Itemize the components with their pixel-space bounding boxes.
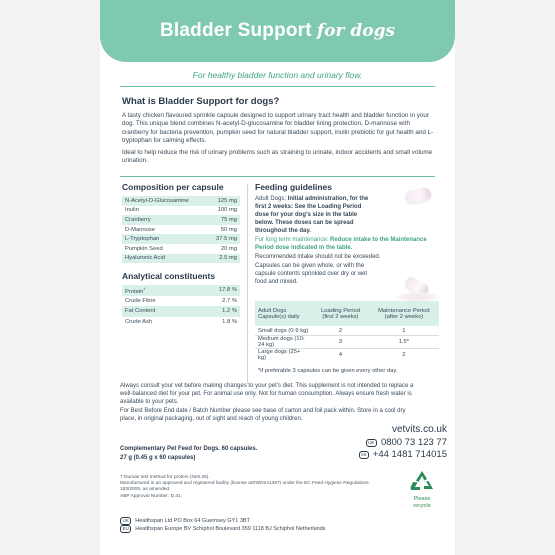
constituent-name: Fat Content bbox=[122, 306, 193, 317]
constituent-name: Protein† bbox=[122, 285, 193, 296]
ingredient-name: Pumpkin Seed bbox=[125, 245, 163, 252]
recycle-icon bbox=[409, 470, 435, 494]
int-phone[interactable]: +44 1481 714015 bbox=[372, 449, 447, 460]
product-label bbox=[100, 0, 455, 555]
footnote: ABP Approval Number: D.41. bbox=[120, 493, 183, 499]
ingredient-name: D-Mannose bbox=[125, 226, 155, 233]
tagline: For healthy bladder function and urinary flow. bbox=[192, 70, 363, 80]
footnote: † Dumas test method for protein (Nx6.25). bbox=[120, 475, 210, 480]
table-row bbox=[122, 206, 240, 216]
uk-address: Healthspan Ltd PO Box 64 Guernsey GY1 3BT bbox=[135, 518, 250, 524]
addresses bbox=[120, 517, 450, 533]
ingredient-name: Inulin bbox=[125, 207, 139, 214]
constituent-value: 1.2 % bbox=[193, 306, 240, 317]
ingredient-amount: 50 mg bbox=[220, 226, 237, 233]
table-row bbox=[122, 215, 240, 225]
uk-tag-icon: UK bbox=[120, 517, 131, 525]
uk-flag-icon: UK bbox=[366, 439, 377, 447]
analytical-table bbox=[122, 285, 240, 327]
table-row bbox=[122, 234, 240, 244]
maintenance-dose: 2 bbox=[402, 352, 406, 358]
table-row bbox=[255, 326, 439, 336]
ingredient-name: N-Acetyl-D-Glucosamine bbox=[122, 196, 207, 206]
consult-text bbox=[120, 382, 420, 423]
maintenance-dose: 1.5* bbox=[369, 336, 439, 349]
loading-dose: 4 bbox=[338, 352, 343, 358]
ingredient-amount: 2.5 mg bbox=[207, 254, 240, 264]
divider bbox=[120, 176, 435, 177]
description-section bbox=[122, 96, 437, 170]
nutrition-column bbox=[122, 182, 240, 327]
column-header: Maintenance Period (after 2 weeks) bbox=[369, 301, 439, 326]
table-row bbox=[122, 254, 240, 264]
feeding-maintenance: For long term maintenance: Reduce intake to the Maintenance Period dose indicated in the table. bbox=[255, 237, 427, 251]
ingredient-name: Hyaluronic Acid bbox=[122, 254, 207, 264]
recycle-label: Please recycle bbox=[413, 496, 431, 509]
ingredient-name: L-Tryptophan bbox=[122, 234, 207, 244]
feeding-usage: Capsules can be given whole, or with the capsule contents sprinkled over dry or wet food and mixed. bbox=[255, 263, 368, 285]
table-row bbox=[122, 306, 240, 317]
maintenance-dose: 1 bbox=[369, 326, 439, 336]
feeding-section bbox=[255, 182, 440, 287]
product-title: Bladder Support bbox=[159, 20, 312, 41]
ingredient-amount: 100 mg bbox=[217, 207, 237, 214]
ingredient-name: Cranberry bbox=[122, 215, 207, 225]
feeding-initial: Adult Dogs: Initial administration, for the first 2 weeks: See the Loading Period dose for your dog’s size in the table below. These doses can be spread throughout the day. bbox=[255, 196, 369, 234]
description-para-1: A tasty chicken flavoured sprinkle capsule designed to support urinary tract health and bladder function in your dog. This unique blend combines N-acetyl-D-glucosamine for bladder lining protection, D-mannose with cranberry for bacteria prevention, pumpkin seed for natural bladder support, inulin prebiotic for gut health and L-tryptophan for calming effects. bbox=[122, 112, 434, 144]
pack-weight: 27 g (0.45 g x 60 capsules) bbox=[120, 454, 196, 461]
table-row bbox=[122, 244, 240, 254]
uk-phone[interactable]: 0800 73 123 77 bbox=[380, 437, 447, 448]
dog-size: Medium dogs (10-24 kg) bbox=[255, 336, 312, 349]
consult-para-2: For Best Before End date / Batch Number please see base of carton and foil pack within. Store in a cool dry place, in original packaging, out of sight and reach of young children. bbox=[120, 407, 406, 422]
footnote: Manufactured in an approved and registered facility (license αIEWD241387) under the EC Feed Hygiene Regulations 183/2005, as amended. bbox=[120, 481, 369, 493]
ingredient-amount: 75 mg bbox=[207, 215, 240, 225]
product-subtitle: for dogs bbox=[316, 21, 396, 41]
table-row bbox=[122, 296, 240, 307]
dosage-note: *if preferable 3 capsules can be given every other day. bbox=[258, 368, 398, 374]
int-flag-icon: Int bbox=[359, 451, 369, 459]
uk-address-row bbox=[120, 517, 450, 525]
table-row bbox=[122, 285, 240, 296]
description-heading: What is Bladder Support for dogs? bbox=[122, 96, 280, 107]
loading-dose: 2 bbox=[312, 326, 369, 336]
constituent-value: 17.8 % bbox=[193, 285, 240, 296]
title-banner bbox=[100, 0, 455, 62]
table-row bbox=[122, 317, 240, 328]
ingredient-amount: 125 mg bbox=[207, 196, 240, 206]
constituent-name: Crude Ash bbox=[125, 318, 153, 325]
dosage-table bbox=[255, 301, 439, 361]
ingredient-amount: 37.5 mg bbox=[207, 234, 240, 244]
dog-size: Small dogs (0-9 kg) bbox=[255, 326, 312, 336]
footnotes bbox=[120, 475, 370, 500]
int-phone-row bbox=[337, 449, 447, 460]
consult-para-1: Always consult your vet before making changes to your pet’s diet. This supplement is not intended to replace a well-balanced diet for your pet. For animal use only. Not for human consumption. Always ensure fresh water is available to your pets. bbox=[120, 383, 414, 406]
pack-description: Complementary Pet Feed for Dogs. 60 capsules. bbox=[120, 446, 258, 452]
analytical-section bbox=[122, 271, 240, 327]
analytical-heading: Analytical constituents bbox=[122, 271, 216, 282]
loading-dose: 3 bbox=[312, 336, 369, 349]
eu-address: Healthspan Europe BV Schiphol Boulevard 359 1118 BJ Schiphol Netherlands bbox=[135, 526, 326, 533]
column-header: Loading Period (first 2 weeks) bbox=[312, 301, 369, 326]
pack-contents bbox=[120, 445, 320, 462]
recycle-badge bbox=[402, 470, 442, 510]
divider bbox=[120, 86, 435, 87]
ingredient-amount: 20 mg bbox=[220, 245, 237, 252]
background-right bbox=[455, 0, 555, 555]
feeding-limit: Recommended intake should not be exceeded. bbox=[255, 254, 381, 260]
constituent-value: 1.8 % bbox=[222, 318, 237, 325]
dog-size: Large dogs (25+ kg) bbox=[258, 349, 301, 361]
composition-table bbox=[122, 196, 240, 263]
table-row bbox=[255, 349, 439, 362]
column-header: Adult Dogs Capsule(s) daily bbox=[255, 301, 312, 326]
constituent-name: Crude Fibre bbox=[125, 297, 156, 304]
eu-address-row bbox=[120, 525, 450, 533]
table-row bbox=[122, 196, 240, 206]
background-left bbox=[0, 0, 100, 555]
eu-tag-icon: EU bbox=[120, 525, 131, 533]
column-divider bbox=[247, 184, 248, 384]
website-link[interactable]: vetvits.co.uk bbox=[391, 424, 447, 435]
feeding-heading: Feeding guidelines bbox=[255, 182, 332, 192]
composition-heading: Composition per capsule bbox=[122, 182, 224, 192]
constituent-value: 2.7 % bbox=[222, 297, 237, 304]
table-row bbox=[255, 336, 439, 349]
description-para-2: Ideal to help reduce the risk of urinary problems such as straining to urinate, indoor accidents and small volume urination. bbox=[122, 149, 433, 165]
contact-info bbox=[337, 424, 447, 461]
uk-phone-row bbox=[337, 437, 447, 448]
table-row bbox=[122, 225, 240, 235]
